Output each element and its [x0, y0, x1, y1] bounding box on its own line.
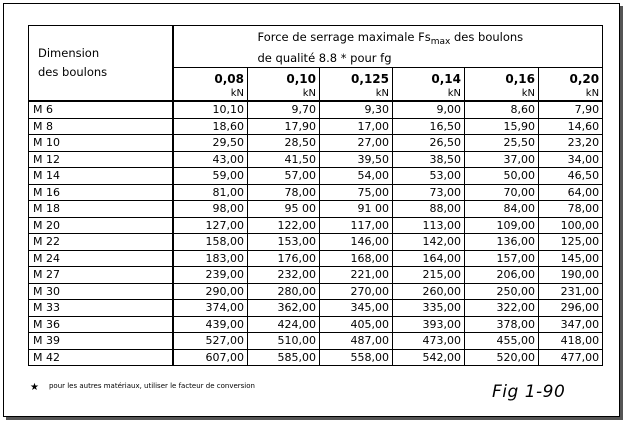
force-value-cell: 15,90	[465, 118, 539, 135]
force-value-cell: 70,00	[465, 184, 539, 201]
table-row	[29, 201, 603, 218]
fg-header-cell: 0,10	[248, 68, 320, 87]
force-value-cell: 158,00	[173, 234, 248, 251]
force-value-cell: 34,00	[539, 151, 603, 168]
force-value-cell: 98,00	[173, 201, 248, 218]
table-row	[29, 283, 603, 300]
force-value-cell: 125,00	[539, 234, 603, 251]
force-value-cell: 9,70	[248, 101, 320, 118]
bolt-dimension-cell: M 12	[29, 151, 173, 168]
unit-cell: kN	[248, 86, 320, 101]
unit-cell: kN	[320, 86, 393, 101]
force-value-cell: 100,00	[539, 217, 603, 234]
unit-cell: kN	[393, 86, 465, 101]
document-page	[3, 3, 620, 417]
unit-cell: kN	[539, 86, 603, 101]
title-part2: des boulons	[450, 30, 524, 44]
force-value-cell: 57,00	[248, 168, 320, 185]
table-row	[29, 234, 603, 251]
force-value-cell: 487,00	[320, 333, 393, 350]
bolt-dimension-cell: M 18	[29, 201, 173, 218]
table-row	[29, 349, 603, 366]
fg-header-cell: 0,20	[539, 68, 603, 87]
dimension-header-line1: Dimension	[38, 46, 100, 60]
force-value-cell: 9,00	[393, 101, 465, 118]
force-value-cell: 335,00	[393, 300, 465, 317]
table-body	[29, 101, 603, 366]
force-value-cell: 542,00	[393, 349, 465, 366]
force-value-cell: 280,00	[248, 283, 320, 300]
force-value-cell: 41,50	[248, 151, 320, 168]
force-value-cell: 54,00	[320, 168, 393, 185]
force-value-cell: 14,60	[539, 118, 603, 135]
force-value-cell: 168,00	[320, 250, 393, 267]
force-value-cell: 439,00	[173, 316, 248, 333]
force-value-cell: 232,00	[248, 267, 320, 284]
force-value-cell: 260,00	[393, 283, 465, 300]
fg-header-cell: 0,14	[393, 68, 465, 87]
bolt-dimension-cell: M 8	[29, 118, 173, 135]
force-value-cell: 374,00	[173, 300, 248, 317]
force-value-cell: 176,00	[248, 250, 320, 267]
force-value-cell: 17,90	[248, 118, 320, 135]
force-value-cell: 88,00	[393, 201, 465, 218]
table-row	[29, 300, 603, 317]
force-value-cell: 345,00	[320, 300, 393, 317]
force-value-cell: 183,00	[173, 250, 248, 267]
table-title	[173, 26, 603, 68]
force-value-cell: 347,00	[539, 316, 603, 333]
bolt-dimension-cell: M 10	[29, 135, 173, 152]
title-line2: de qualité 8.8 * pour fg	[257, 51, 392, 65]
force-value-cell: 473,00	[393, 333, 465, 350]
force-value-cell: 64,00	[539, 184, 603, 201]
force-value-cell: 17,00	[320, 118, 393, 135]
force-value-cell: 28,50	[248, 135, 320, 152]
bolt-dimension-cell: M 30	[29, 283, 173, 300]
force-value-cell: 142,00	[393, 234, 465, 251]
force-value-cell: 145,00	[539, 250, 603, 267]
force-value-cell: 424,00	[248, 316, 320, 333]
force-value-cell: 393,00	[393, 316, 465, 333]
force-value-cell: 231,00	[539, 283, 603, 300]
table-row	[29, 151, 603, 168]
table-row	[29, 184, 603, 201]
figure-label: Fig 1-90	[492, 382, 566, 402]
title-part1: Force de serrage maximale Fs	[257, 30, 431, 44]
force-value-cell: 190,00	[539, 267, 603, 284]
force-value-cell: 73,00	[393, 184, 465, 201]
title-subscript: max	[430, 37, 451, 47]
table-row	[29, 250, 603, 267]
force-value-cell: 25,50	[465, 135, 539, 152]
force-value-cell: 7,90	[539, 101, 603, 118]
bolt-dimension-cell: M 24	[29, 250, 173, 267]
bolt-dimension-cell: M 39	[29, 333, 173, 350]
force-value-cell: 37,00	[465, 151, 539, 168]
force-value-cell: 270,00	[320, 283, 393, 300]
force-value-cell: 38,50	[393, 151, 465, 168]
force-value-cell: 215,00	[393, 267, 465, 284]
force-value-cell: 405,00	[320, 316, 393, 333]
bolt-dimension-cell: M 36	[29, 316, 173, 333]
force-value-cell: 239,00	[173, 267, 248, 284]
force-value-cell: 510,00	[248, 333, 320, 350]
force-value-cell: 78,00	[539, 201, 603, 218]
force-value-cell: 8,60	[465, 101, 539, 118]
fg-header-cell: 0,125	[320, 68, 393, 87]
force-value-cell: 157,00	[465, 250, 539, 267]
bolt-dimension-cell: M 33	[29, 300, 173, 317]
force-value-cell: 250,00	[465, 283, 539, 300]
force-value-cell: 84,00	[465, 201, 539, 218]
force-value-cell: 117,00	[320, 217, 393, 234]
force-value-cell: 9,30	[320, 101, 393, 118]
unit-cell: kN	[173, 86, 248, 101]
footnote-star-icon: ★	[30, 382, 39, 393]
force-value-cell: 39,50	[320, 151, 393, 168]
force-value-cell: 50,00	[465, 168, 539, 185]
force-value-cell: 290,00	[173, 283, 248, 300]
dimension-header-line2: des boulons	[38, 65, 108, 79]
bolt-dimension-cell: M 42	[29, 349, 173, 366]
table-row	[29, 135, 603, 152]
table-row	[29, 267, 603, 284]
fg-header-cell: 0,08	[214, 72, 244, 86]
force-value-cell: 527,00	[173, 333, 248, 350]
table-row	[29, 118, 603, 135]
table-row	[29, 333, 603, 350]
footnote	[30, 382, 255, 393]
force-value-cell: 109,00	[465, 217, 539, 234]
force-value-cell: 16,50	[393, 118, 465, 135]
force-value-cell: 221,00	[320, 267, 393, 284]
bolt-dimension-cell: M 20	[29, 217, 173, 234]
table-row	[29, 101, 603, 118]
bolt-clamping-force-table	[28, 25, 603, 366]
dimension-header	[29, 26, 173, 102]
force-value-cell: 585,00	[248, 349, 320, 366]
force-value-cell: 378,00	[465, 316, 539, 333]
force-value-cell: 53,00	[393, 168, 465, 185]
force-value-cell: 46,50	[539, 168, 603, 185]
force-value-cell: 477,00	[539, 349, 603, 366]
footnote-text: pour les autres matériaux, utiliser le facteur de conversion	[48, 382, 255, 390]
force-value-cell: 127,00	[173, 217, 248, 234]
force-value-cell: 29,50	[173, 135, 248, 152]
force-value-cell: 113,00	[393, 217, 465, 234]
force-value-cell: 78,00	[248, 184, 320, 201]
force-value-cell: 27,00	[320, 135, 393, 152]
force-value-cell: 362,00	[248, 300, 320, 317]
force-value-cell: 153,00	[248, 234, 320, 251]
bolt-dimension-cell: M 22	[29, 234, 173, 251]
force-value-cell: 75,00	[320, 184, 393, 201]
force-value-cell: 418,00	[539, 333, 603, 350]
force-value-cell: 322,00	[465, 300, 539, 317]
force-value-cell: 91 00	[320, 201, 393, 218]
force-value-cell: 558,00	[320, 349, 393, 366]
force-value-cell: 59,00	[173, 168, 248, 185]
force-value-cell: 455,00	[465, 333, 539, 350]
fg-header-cell: 0,16	[465, 68, 539, 87]
force-value-cell: 23,20	[539, 135, 603, 152]
bolt-dimension-cell: M 16	[29, 184, 173, 201]
table-row	[29, 168, 603, 185]
force-value-cell: 607,00	[205, 350, 244, 364]
table-row	[29, 316, 603, 333]
bolt-dimension-cell: M 14	[29, 168, 173, 185]
force-value-cell: 296,00	[539, 300, 603, 317]
force-value-cell: 95 00	[248, 201, 320, 218]
unit-cell: kN	[465, 86, 539, 101]
force-value-cell: 520,00	[465, 349, 539, 366]
bolt-dimension-cell: M 6	[29, 101, 173, 118]
force-value-cell: 26,50	[393, 135, 465, 152]
force-value-cell: 146,00	[320, 234, 393, 251]
force-value-cell: 136,00	[465, 234, 539, 251]
force-value-cell: 43,00	[173, 151, 248, 168]
force-value-cell: 122,00	[248, 217, 320, 234]
force-value-cell: 164,00	[393, 250, 465, 267]
table-row	[29, 217, 603, 234]
force-value-cell: 206,00	[465, 267, 539, 284]
force-value-cell: 10,10	[173, 101, 248, 118]
force-value-cell: 81,00	[173, 184, 248, 201]
force-value-cell: 18,60	[173, 118, 248, 135]
bolt-dimension-cell: M 27	[29, 267, 173, 284]
